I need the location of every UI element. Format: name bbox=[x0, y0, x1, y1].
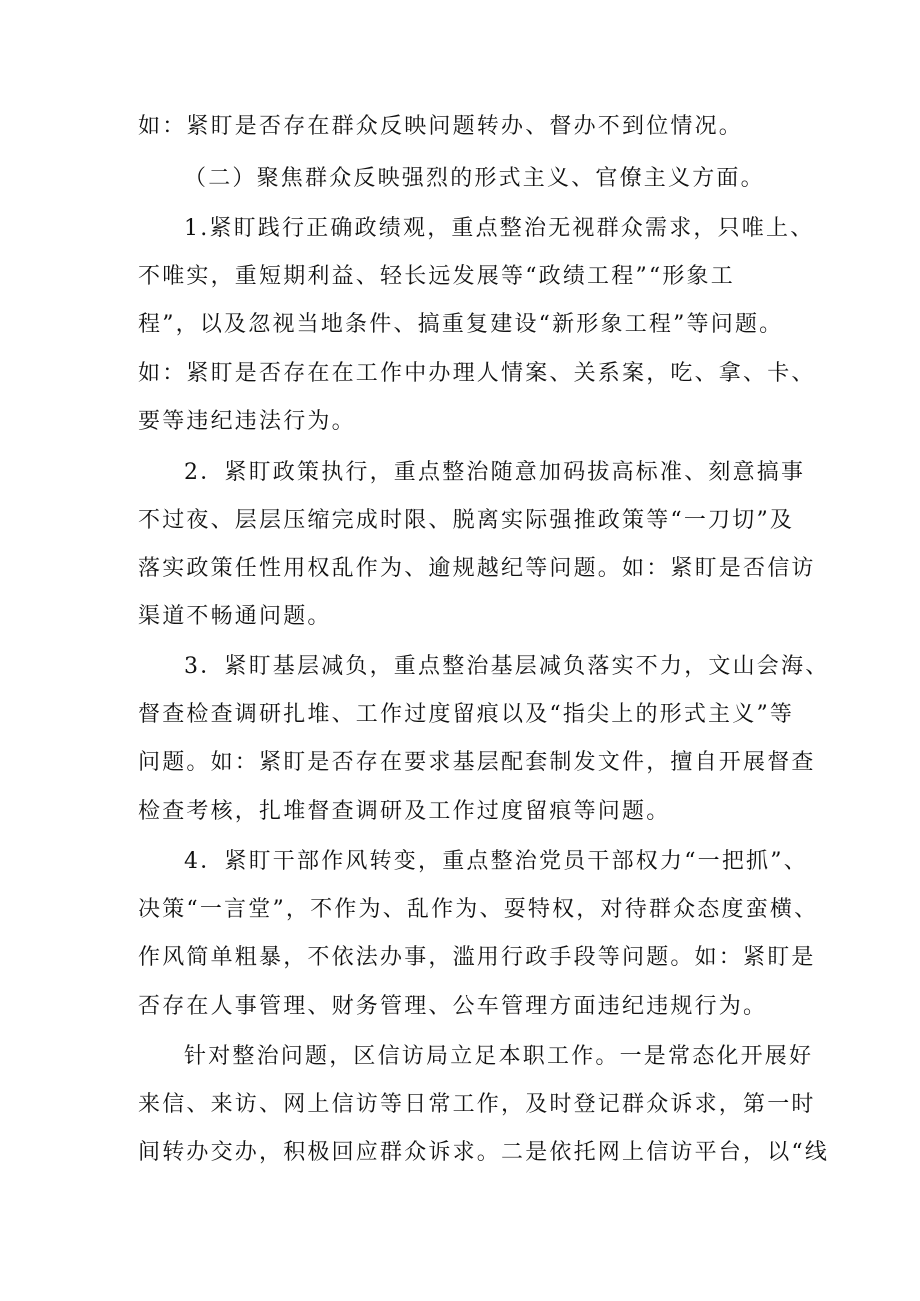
text-line: 间转办交办，积极回应群众诉求。二是依托网上信访平台，以“线 bbox=[138, 1140, 830, 1165]
text-line: 如：紧盯是否存在在工作中办理人情案、关系案，吃、拿、卡、 bbox=[138, 361, 816, 386]
text-line: 不唯实，重短期利益、轻长远发展等“政绩工程”“形象工 bbox=[138, 264, 735, 289]
text-line: 3．紧盯基层减负，重点整治基层减负落实不力，文山会海、 bbox=[184, 654, 830, 679]
text-line: 问题。如：紧盯是否存在要求基层配套制发文件，擅自开展督查 bbox=[138, 750, 816, 775]
text-line: 要等违纪违法行为。 bbox=[138, 409, 356, 434]
text-line: 决策“一言堂”，不作为、乱作为、耍特权，对待群众态度蛮横、 bbox=[138, 897, 819, 922]
text-line: 针对整治问题，区信访局立足本职工作。一是常态化开展好 bbox=[184, 1044, 814, 1069]
text-line: 检查考核，扎堆督查调研及工作过度留痕等问题。 bbox=[138, 799, 671, 824]
text-line: 来信、来访、网上信访等日常工作，及时登记群众诉求，第一时 bbox=[138, 1092, 816, 1117]
text-line: 渠道不畅通问题。 bbox=[138, 604, 332, 629]
text-line: 督查检查调研扎堆、工作过度留痕以及“指尖上的形式主义”等 bbox=[138, 702, 795, 727]
text-line: 不过夜、层层压缩完成时限、脱离实际强推政策等“一刀切”及 bbox=[138, 508, 795, 533]
text-line: 否存在人事管理、财务管理、公车管理方面违纪违规行为。 bbox=[138, 994, 768, 1019]
text-line: 如：紧盯是否存在群众反映问题转办、督办不到位情况。 bbox=[138, 114, 744, 139]
text-line: 作风简单粗暴，不依法办事，滥用行政手段等问题。如：紧盯是 bbox=[138, 945, 816, 970]
section-heading: （二）聚焦群众反映强烈的形式主义、官僚主义方面。 bbox=[184, 166, 765, 191]
text-line: 2．紧盯政策执行，重点整治随意加码拔高标准、刻意搞事 bbox=[184, 460, 806, 485]
text-line: 4．紧盯干部作风转变，重点整治党员干部权力“一把抓”、 bbox=[184, 849, 808, 874]
text-line: 1.紧盯践行正确政绩观，重点整治无视群众需求，只唯上、 bbox=[184, 216, 815, 241]
text-line: 程”，以及忽视当地条件、搞重复建设“新形象工程”等问题。 bbox=[138, 312, 784, 337]
text-line: 落实政策任性用权乱作为、逾规越纪等问题。如：紧盯是否信访 bbox=[138, 556, 816, 581]
